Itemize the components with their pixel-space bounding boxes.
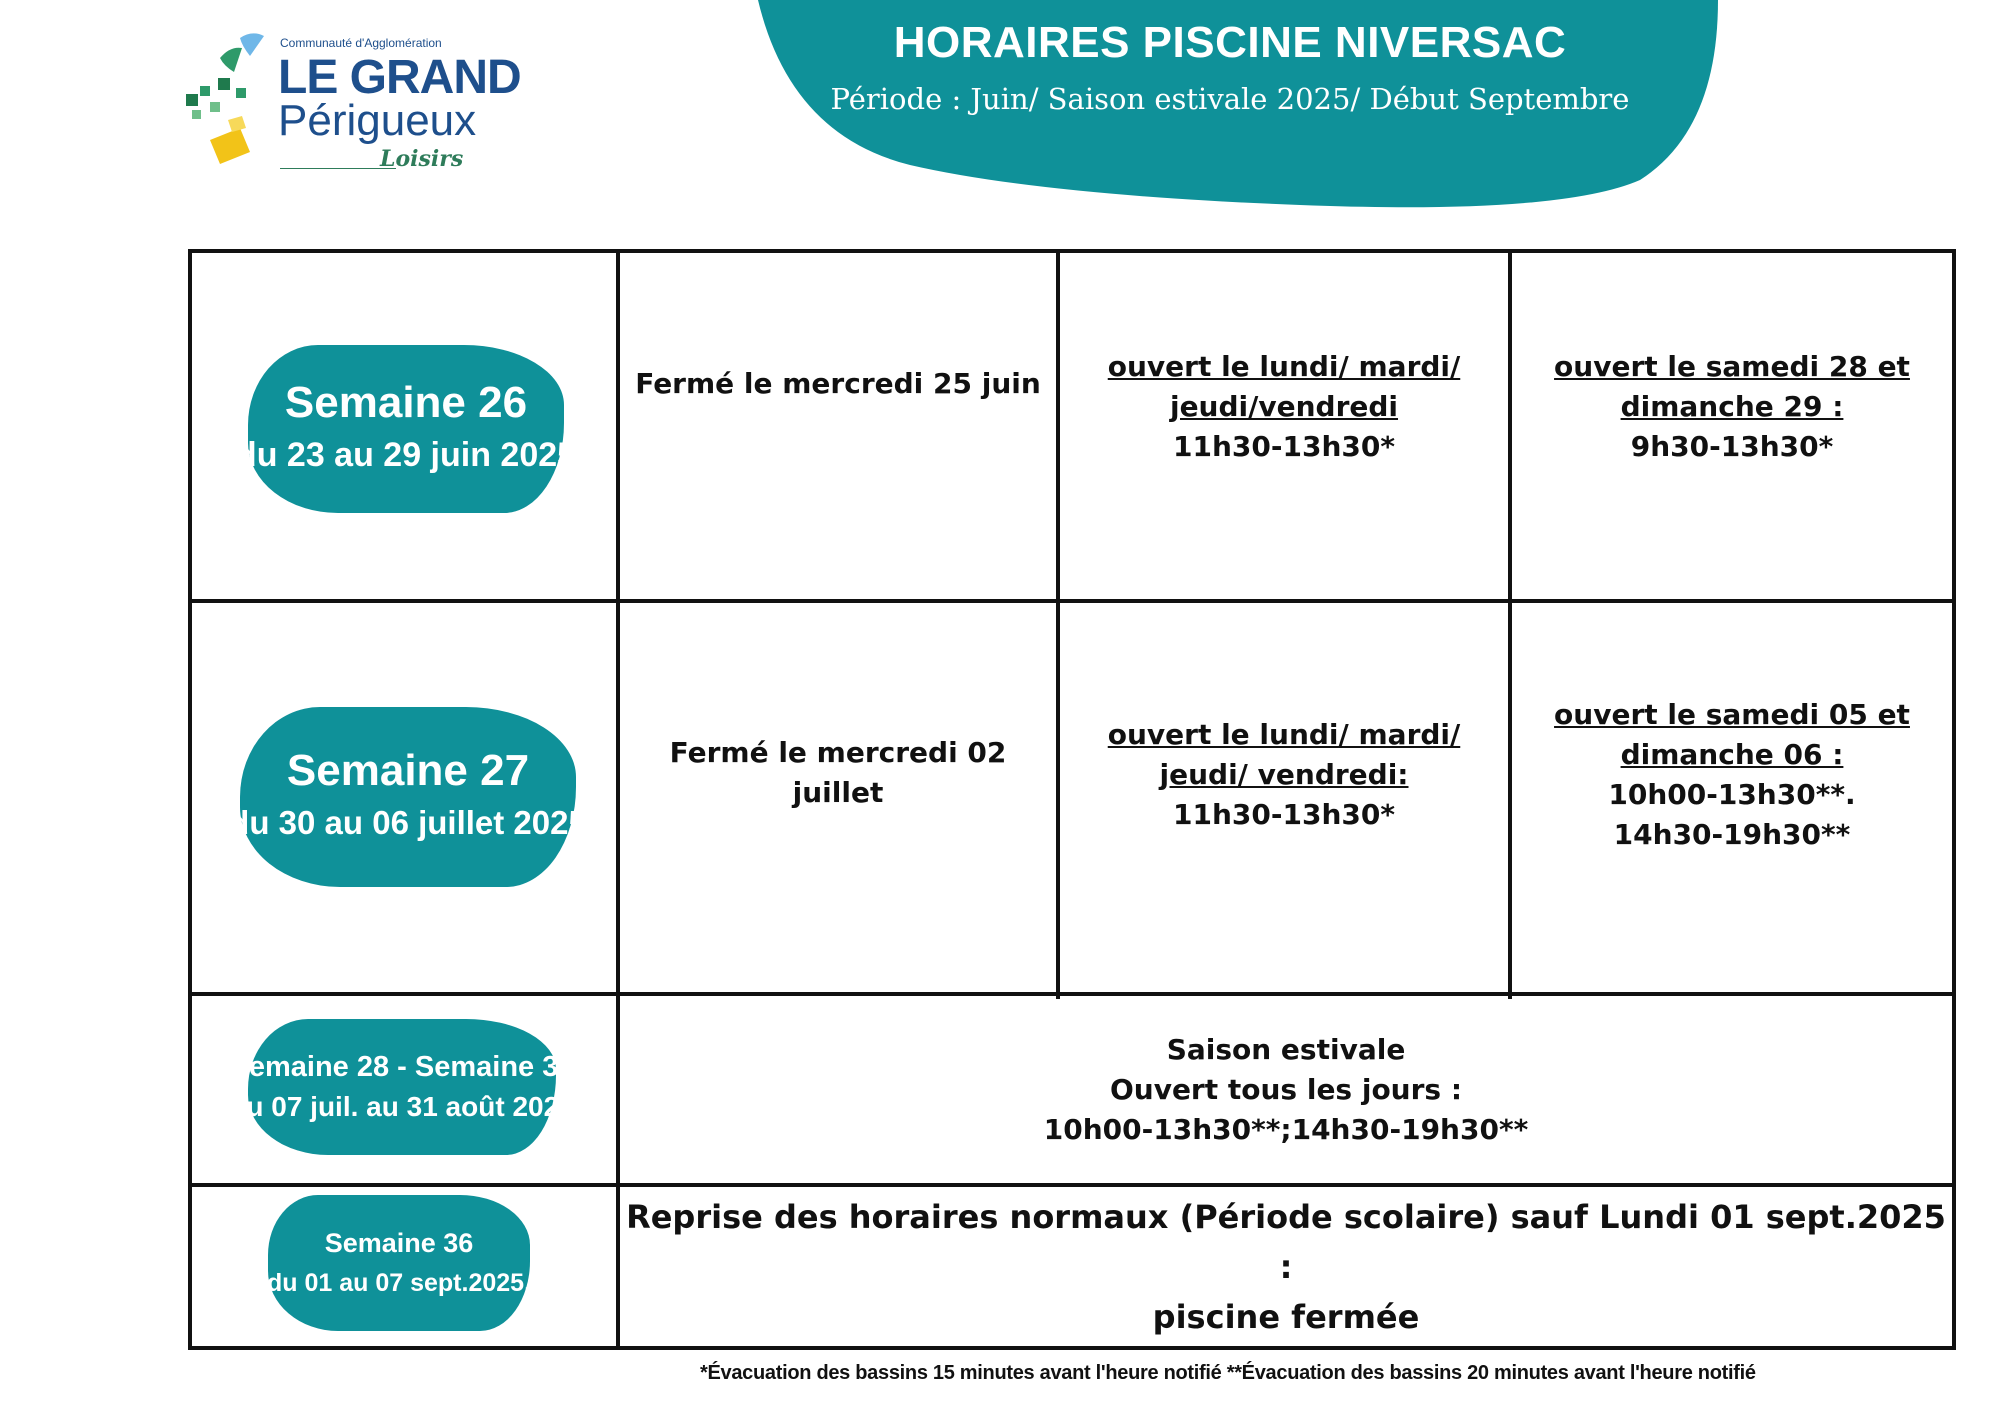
schedule-table [188, 249, 1956, 1350]
weekend-hours: 10h00-13h30**. [1608, 778, 1856, 811]
summer-season-line: Ouvert tous les jours : [1109, 1072, 1463, 1106]
week-title: Semaine 36 [324, 1228, 474, 1258]
footnote: *Évacuation des bassins 15 minutes avant l'heure notifié **Évacuation des bassins 20 minutes avant l'heure notifié [700, 1362, 1756, 1384]
logo-mark-icon [180, 28, 280, 168]
closed-day-cell [620, 253, 1056, 515]
logo-community-label: Communauté d'Agglomération [280, 36, 442, 50]
closed-day-cell [620, 603, 1056, 992]
summer-season-cell [620, 996, 1952, 1183]
weekend-hours: 14h30-19h30** [1613, 818, 1851, 851]
week-dates: du 30 au 06 juillet 2025 [229, 804, 587, 841]
week-dates: du 07 juil. au 31 août 2025 [229, 1091, 575, 1122]
week-badge [229, 707, 587, 887]
logo-le-grand: LE GRAND [278, 51, 521, 104]
weekend-heading: ouvert le samedi 05 et [1554, 698, 1910, 731]
weekend-heading: ouvert le samedi 28 et [1554, 350, 1910, 383]
logo-perigueux: Périgueux [278, 96, 477, 145]
week-title: Semaine 27 [286, 746, 530, 795]
weekend-hours-cell [1512, 253, 1952, 599]
weekday-hours: 11h30-13h30* [1173, 798, 1395, 831]
week-badge [268, 1195, 530, 1331]
weekend-heading: dimanche 29 : [1620, 390, 1844, 423]
week-title: Semaine 28 - Semaine 35 [229, 1051, 575, 1083]
week-dates: du 01 au 07 sept.2025. [266, 1269, 532, 1297]
header-banner [740, 0, 1720, 210]
weekday-heading: ouvert le lundi/ mardi/ [1107, 350, 1461, 383]
weekday-hours: 11h30-13h30* [1173, 430, 1395, 463]
weekday-hours-cell [1060, 253, 1508, 599]
weekend-heading: dimanche 06 : [1620, 738, 1844, 771]
weekday-heading: jeudi/ vendredi: [1159, 758, 1409, 791]
logo-divider [280, 168, 396, 169]
week-dates: du 23 au 29 juin 2025 [235, 436, 577, 474]
page-title: HORAIRES PISCINE NIVERSAC [893, 18, 1567, 67]
weekday-hours-cell [1060, 603, 1508, 992]
closed-day-text: Fermé le mercredi 25 juin [635, 367, 1041, 400]
grand-perigueux-logo [180, 18, 521, 178]
closed-day-text: Fermé le mercredi 02 [669, 736, 1007, 769]
summer-season-line: Saison estivale [1166, 1032, 1406, 1066]
weekday-heading: ouvert le lundi/ mardi/ [1107, 718, 1461, 751]
weekend-hours-cell [1512, 603, 1952, 992]
resume-line: piscine fermée [1152, 1297, 1420, 1336]
weekend-hours: 9h30-13h30* [1630, 430, 1834, 463]
logo-loisirs: Loisirs [380, 146, 464, 172]
closed-day-text: juillet [792, 776, 884, 809]
summer-season-line: 10h00-13h30**;14h30-19h30** [1043, 1112, 1529, 1146]
weekday-heading: jeudi/vendredi [1169, 390, 1399, 423]
resume-line: Reprise des horaires normaux (Période scolaire) sauf Lundi 01 sept.2025 : [626, 1197, 1946, 1286]
week-title: Semaine 26 [284, 378, 528, 427]
week-badge [235, 345, 577, 513]
resume-normal-hours-cell [620, 1187, 1952, 1346]
week-badge [229, 1019, 575, 1155]
page-subtitle: Période : Juin/ Saison estivale 2025/ Début Septembre [830, 82, 1630, 116]
